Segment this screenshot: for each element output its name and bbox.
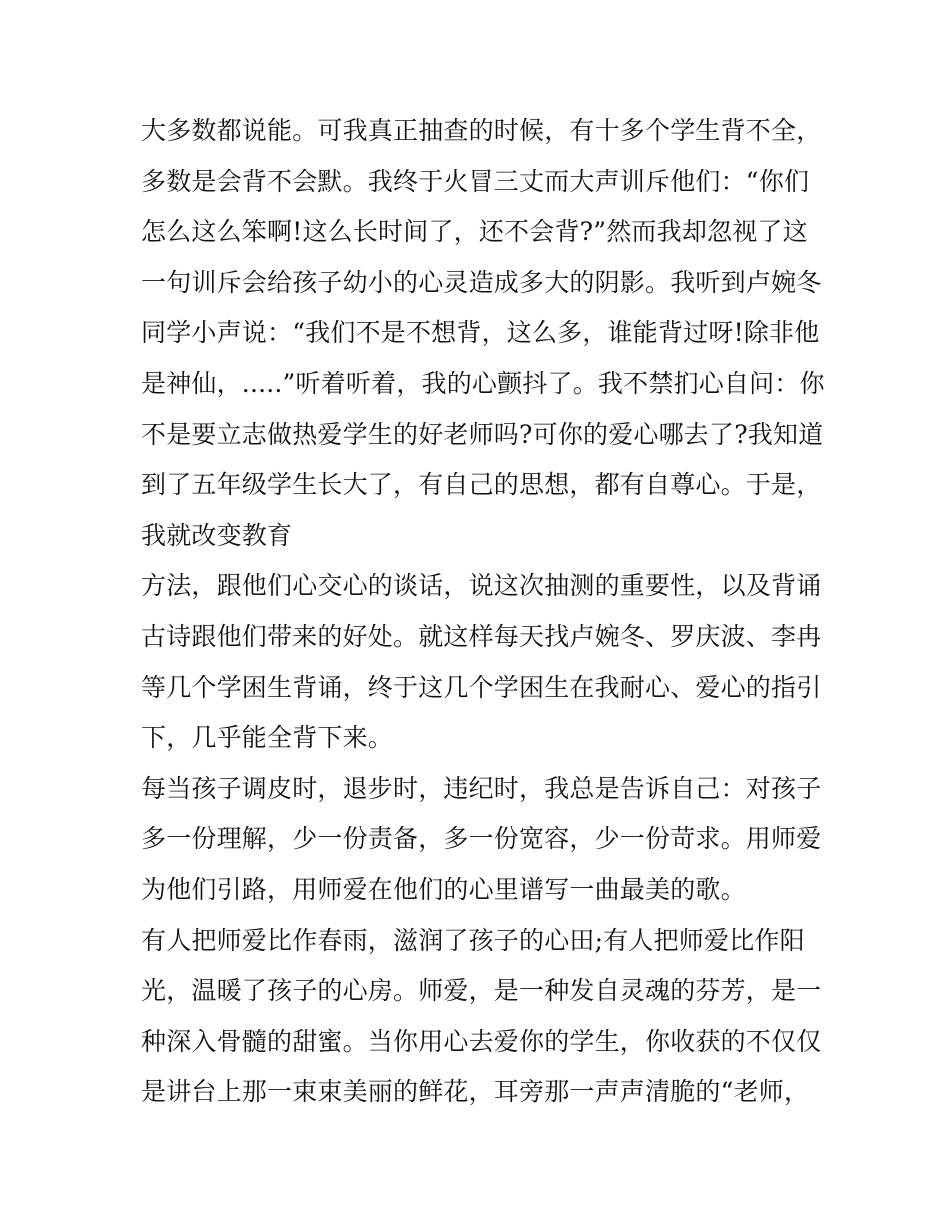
text-line: 古诗跟他们带来的好处。就这样每天找卢婉冬、罗庆波、李冉 — [141, 621, 822, 651]
text-line: 光，温暖了孩子的心房。师爱，是一种发自灵魂的芬芳，是一 — [141, 976, 822, 1006]
text-line: 到了五年级学生长大了，有自己的思想，都有自尊心。于是， — [141, 470, 822, 500]
text-line: 多数是会背不会默。我终于火冒三丈而大声训斥他们：“你们 — [141, 166, 810, 196]
text-line: 多一份理解，少一份责备，多一份宽容，少一份苛求。用师爱 — [141, 824, 822, 854]
text-line: 每当孩子调皮时，退步时，违纪时，我总是告诉自己：对孩子 — [141, 773, 822, 803]
text-line: 种深入骨髓的甜蜜。当你用心去爱你的学生，你收获的不仅仅 — [141, 1026, 822, 1056]
text-line: 是神仙，.....”听着听着，我的心颤抖了。我不禁扪心自问：你 — [141, 368, 825, 398]
text-line: 是讲台上那一束束美丽的鲜花，耳旁那一声声清脆的“老师， — [141, 1077, 810, 1107]
text-line: 同学小声说：“我们不是不想背，这么多，谁能背过呀!除非他 — [141, 318, 820, 348]
text-line: 不是要立志做热爱学生的好老师吗?可你的爱心哪去了?我知道 — [141, 419, 824, 449]
text-line: 为他们引路，用师爱在他们的心里谱写一曲最美的歌。 — [141, 874, 746, 904]
text-line: 有人把师爱比作春雨，滋润了孩子的心田;有人把师爱比作阳 — [141, 925, 805, 955]
body-text — [141, 106, 825, 1118]
text-line: 等几个学困生背诵，终于这几个学困生在我耐心、爱心的指引 — [141, 672, 822, 702]
text-line: 一句训斥会给孩子幼小的心灵造成多大的阴影。我听到卢婉冬 — [141, 267, 822, 297]
text-line: 怎么这么笨啊!这么长时间了，还不会背?”然而我却忽视了这 — [141, 217, 808, 247]
text-line: 方法，跟他们心交心的谈话，说这次抽测的重要性，以及背诵 — [141, 571, 822, 601]
text-line: 下，几乎能全背下来。 — [141, 723, 394, 753]
text-line: 大多数都说能。可我真正抽查的时候，有十多个学生背不全， — [141, 116, 822, 145]
text-line: 我就改变教育 — [141, 520, 293, 550]
